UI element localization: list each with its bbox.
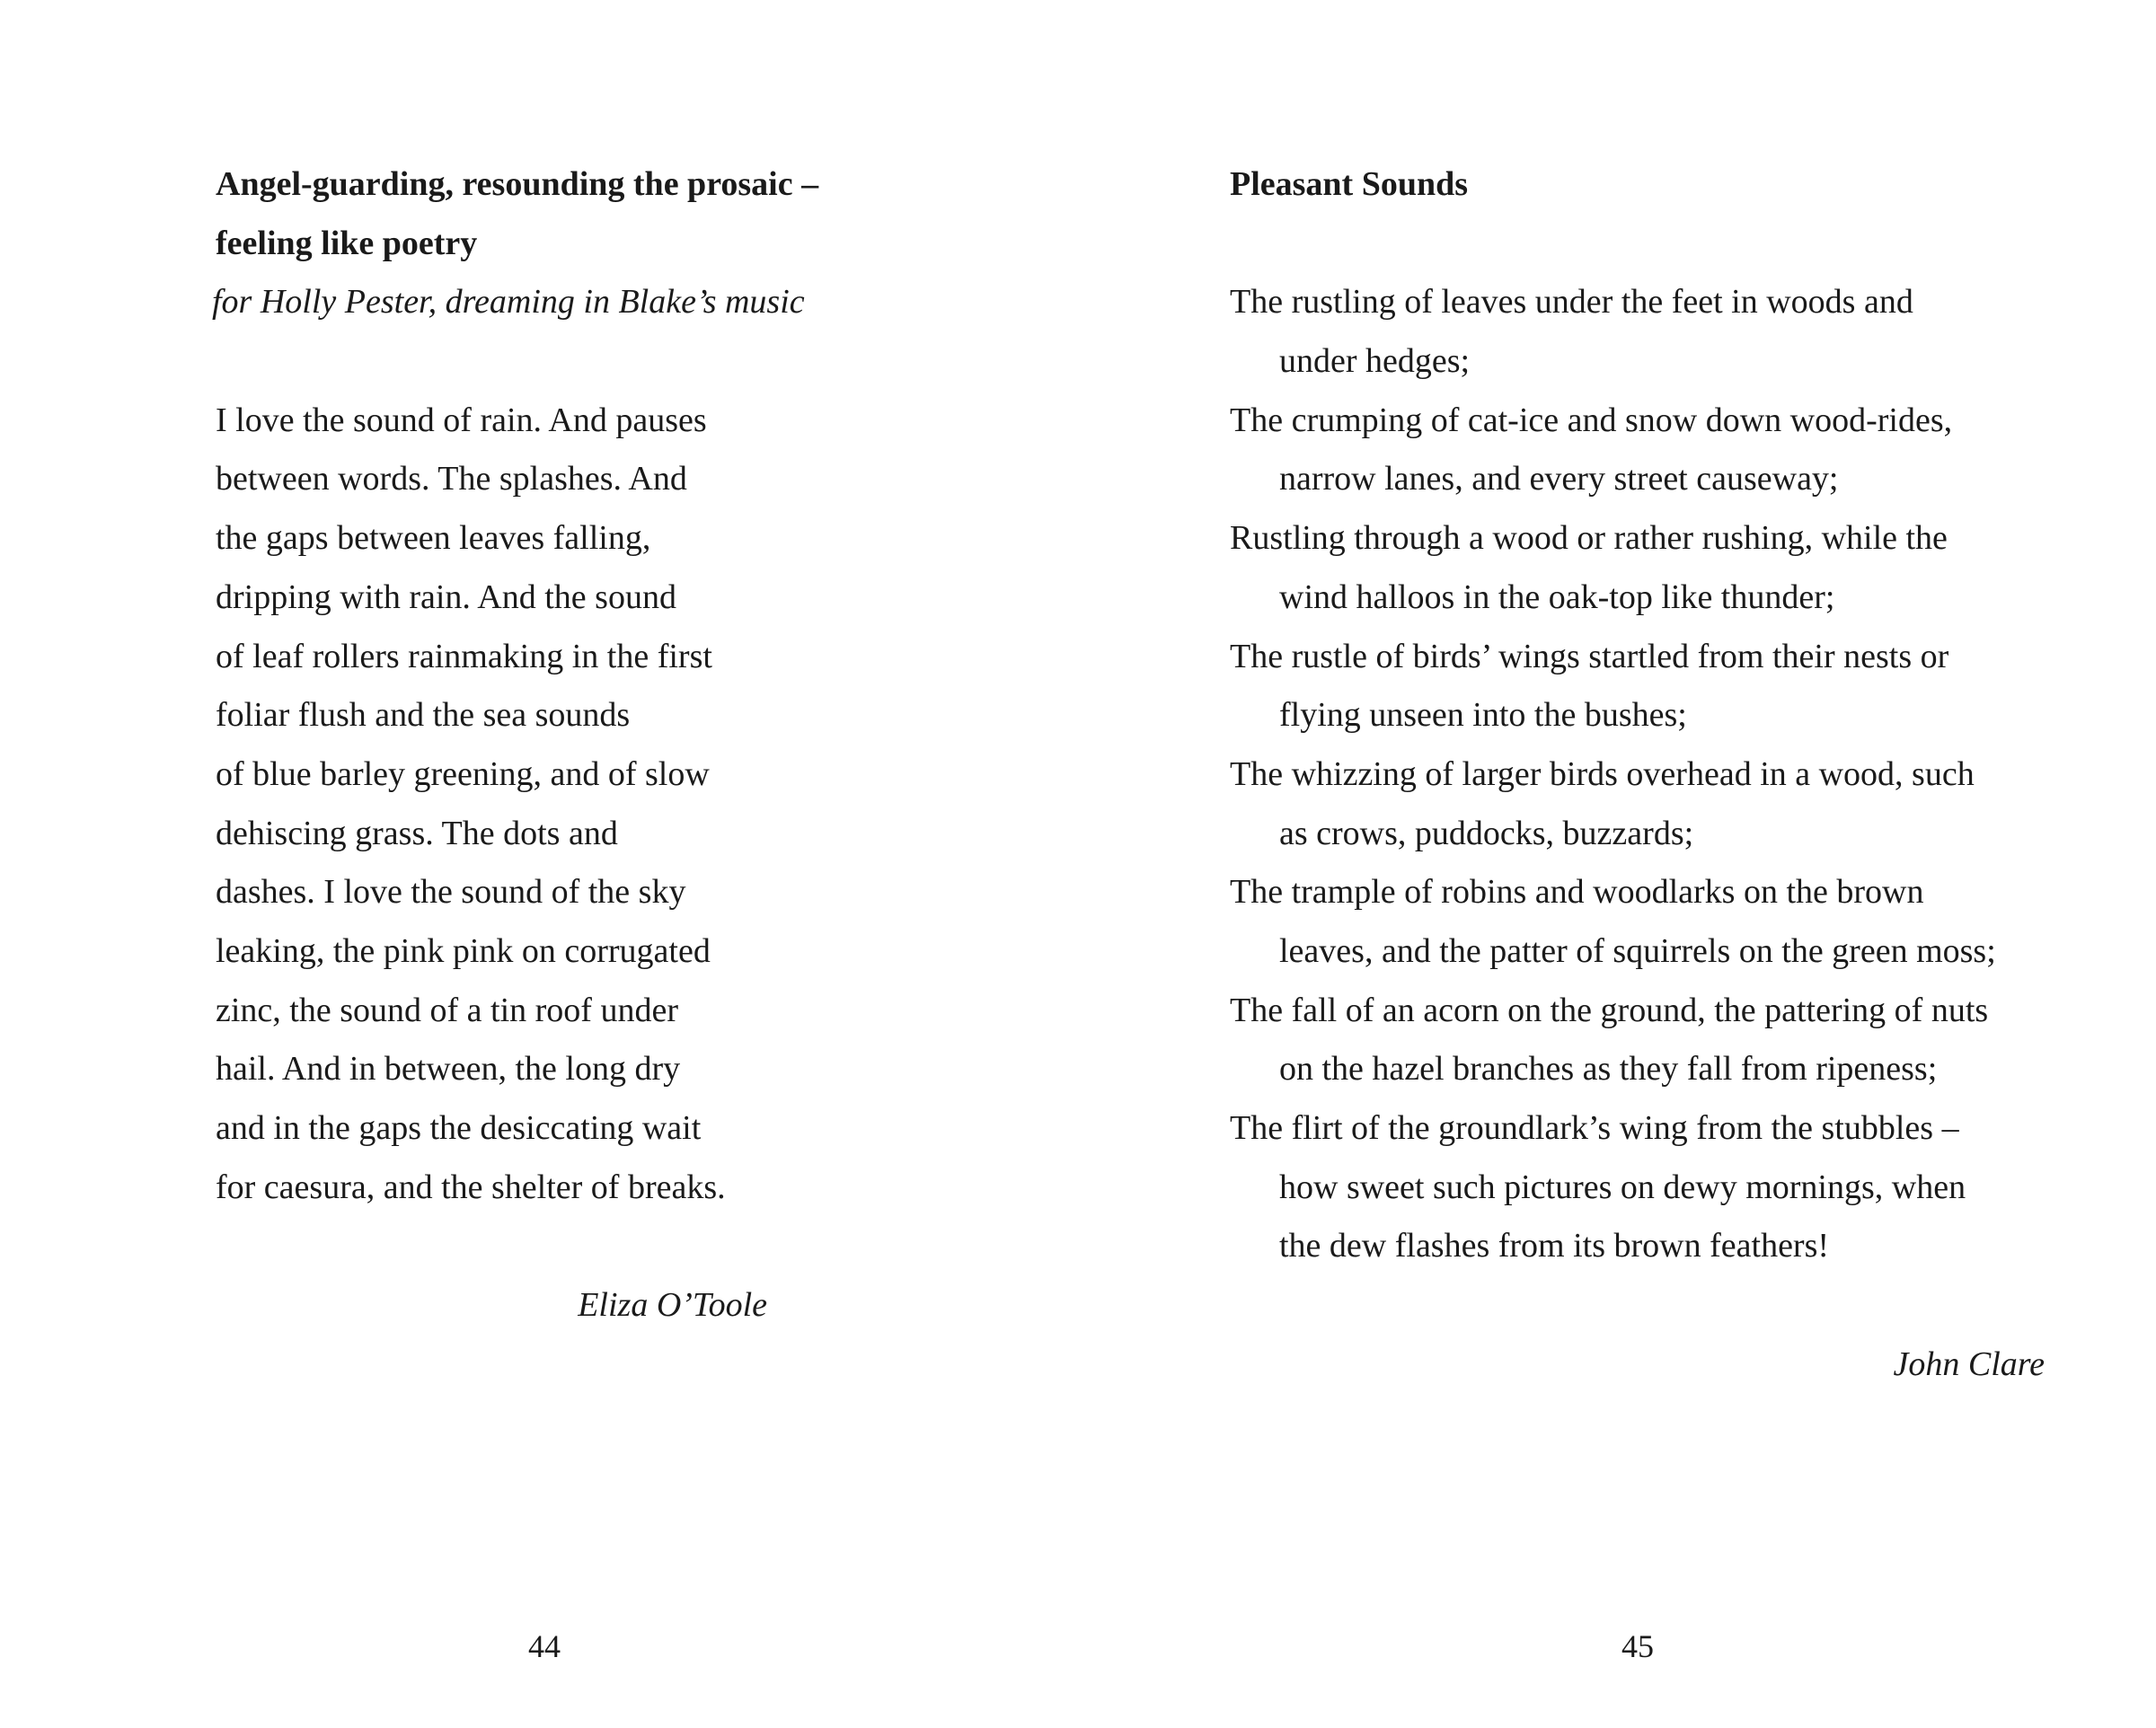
poem-line: The rustling of leaves under the feet in woods and — [1230, 283, 1913, 322]
poem-line: wind halloos in the oak-top like thunder; — [1279, 577, 1835, 616]
poem-line: on the hazel branches as they fall from ripeness; — [1279, 1050, 1938, 1089]
left-poem — [212, 155, 819, 1336]
poem-line: of blue barley greening, and of slow — [216, 754, 710, 793]
poem-line: hail. And in between, the long dry — [216, 1050, 681, 1089]
poem-line: dehiscing grass. The dots and — [216, 814, 618, 852]
page-number: 45 — [1621, 1628, 1654, 1664]
poem-line: dashes. I love the sound of the sky — [216, 873, 686, 912]
poem-author: John Clare — [1893, 1344, 2045, 1383]
poem-author: Eliza O’Toole — [578, 1286, 767, 1325]
poem-line: the gaps between leaves falling, — [216, 519, 651, 558]
poem-title-line: feeling like poetry — [216, 224, 478, 262]
poem-line: The trample of robins and woodlarks on the brown — [1230, 873, 1924, 912]
poem-line: under hedges; — [1279, 342, 1471, 381]
poem-line: as crows, puddocks, buzzards; — [1279, 814, 1694, 852]
poem-line: between words. The splashes. And — [216, 460, 687, 498]
poem-line: of leaf rollers rainmaking in the first — [216, 637, 712, 675]
poem-line: narrow lanes, and every street causeway; — [1279, 460, 1839, 498]
poem-line: leaking, the pink pink on corrugated — [216, 931, 711, 970]
right-page — [1078, 0, 2156, 1728]
poem-line: The rustle of birds’ wings startled from their nests or — [1230, 637, 1949, 675]
poem-line: The crumping of cat-ice and snow down wood-rides, — [1230, 401, 1953, 439]
poem-line: flying unseen into the bushes; — [1279, 696, 1687, 735]
poem-line: the dew flashes from its brown feathers! — [1279, 1227, 1830, 1265]
poem-line: and in the gaps the desiccating wait — [216, 1109, 702, 1147]
poem-line: The fall of an acorn on the ground, the pattering of nuts — [1230, 991, 1989, 1029]
poem-line: leaves, and the patter of squirrels on the green moss; — [1279, 931, 1996, 970]
poem-line: The flirt of the groundlark’s wing from the stubbles – — [1230, 1109, 1959, 1147]
right-poem — [1230, 155, 2045, 1394]
poem-line: The whizzing of larger birds overhead in a wood, such — [1230, 754, 1975, 793]
poem-dedication: for Holly Pester, dreaming in Blake’s music — [212, 283, 805, 322]
poem-line: I love the sound of rain. And pauses — [216, 401, 707, 439]
poem-line: Rustling through a wood or rather rushing, while the — [1230, 519, 1948, 558]
poem-line: for caesura, and the shelter of breaks. — [216, 1168, 726, 1206]
poem-line: how sweet such pictures on dewy mornings, when — [1279, 1168, 1966, 1206]
poem-line: foliar flush and the sea sounds — [216, 696, 631, 735]
poem-line: zinc, the sound of a tin roof under — [216, 991, 678, 1029]
page-number: 44 — [528, 1628, 561, 1664]
poem-title-line: Angel-guarding, resounding the prosaic – — [216, 165, 819, 203]
poem-line: dripping with rain. And the sound — [216, 577, 676, 616]
poem-title: Pleasant Sounds — [1230, 165, 1469, 203]
